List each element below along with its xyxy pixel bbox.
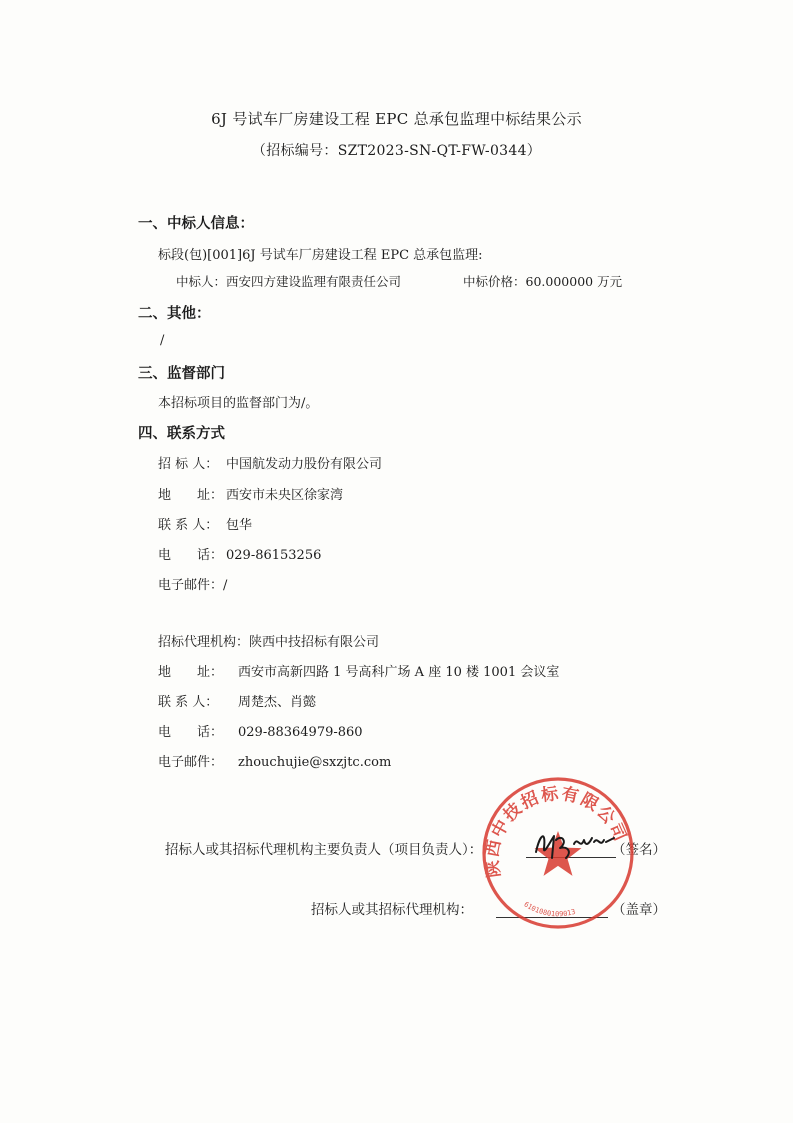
tenderer-email-value: / bbox=[223, 578, 228, 593]
section4-heading: 四、联系方式 bbox=[138, 426, 225, 442]
section3-content: 本招标项目的监督部门为/。 bbox=[158, 396, 319, 411]
agency-email-label: 电子邮件： bbox=[158, 755, 224, 770]
winner-row bbox=[176, 272, 401, 290]
agency-address-label: 地 址： bbox=[158, 665, 224, 680]
price-value: 60.000000 万元 bbox=[525, 274, 623, 289]
winner-value: 西安四方建设监理有限责任公司 bbox=[226, 274, 402, 289]
signature-line-label: 招标人或其招标代理机构主要负责人（项目负责人）： bbox=[165, 842, 483, 858]
section1-heading: 一、中标人信息： bbox=[138, 216, 254, 232]
agency-contact-label: 联 系 人： bbox=[158, 695, 219, 710]
tenderer-email-label: 电子邮件： bbox=[158, 578, 224, 593]
section2-heading: 二、其他： bbox=[138, 306, 211, 322]
price-label: 中标价格： bbox=[463, 274, 526, 289]
tenderer-email-row bbox=[158, 574, 227, 593]
tenderer-row bbox=[158, 453, 382, 472]
agency-value: 陕西中技招标有限公司 bbox=[249, 635, 380, 650]
tenderer-label: 招 标 人： bbox=[158, 457, 219, 472]
lot-description: 标段(包)[001]6J 号试车厂房建设工程 EPC 总承包监理: bbox=[158, 248, 483, 263]
agency-address-row bbox=[158, 661, 559, 680]
seal-text: 陕西中技招标有限公司 bbox=[482, 783, 631, 879]
tenderer-address-row bbox=[158, 484, 343, 503]
tender-number: （招标编号：SZT2023-SN-QT-FW-0344） bbox=[251, 143, 542, 159]
tenderer-phone-value: 029-86153256 bbox=[226, 548, 322, 563]
tenderer-value: 中国航发动力股份有限公司 bbox=[226, 457, 383, 472]
document-title: 6J 号试车厂房建设工程 EPC 总承包监理中标结果公示 bbox=[211, 110, 582, 128]
agency-phone-row bbox=[158, 721, 363, 740]
handwritten-signature bbox=[528, 822, 620, 866]
signature-suffix: （签名） bbox=[612, 842, 666, 858]
agency-row bbox=[158, 631, 379, 650]
seal-number: 6101080109013 bbox=[522, 900, 577, 919]
seal-line-label: 招标人或其招标代理机构： bbox=[311, 902, 473, 918]
agency-email-row bbox=[158, 751, 391, 770]
agency-label: 招标代理机构： bbox=[158, 635, 250, 650]
seal-suffix: （盖章） bbox=[612, 902, 666, 918]
tenderer-phone-label: 电 话： bbox=[158, 548, 224, 563]
agency-address-value: 西安市高新四路 1 号高科广场 A 座 10 楼 1001 会议室 bbox=[238, 665, 560, 680]
agency-contact-value: 周楚杰、肖懿 bbox=[238, 695, 317, 710]
tenderer-address-label: 地 址： bbox=[158, 488, 224, 503]
winner-label: 中标人： bbox=[176, 274, 227, 289]
section2-content: / bbox=[160, 333, 165, 348]
tenderer-contact-row bbox=[158, 514, 252, 533]
agency-email-value: zhouchujie@sxzjtc.com bbox=[238, 755, 392, 770]
agency-contact-row bbox=[158, 691, 316, 710]
agency-phone-value: 029-88364979-860 bbox=[238, 725, 363, 740]
agency-phone-label: 电 话： bbox=[158, 725, 224, 740]
tenderer-contact-label: 联 系 人： bbox=[158, 518, 219, 533]
tenderer-address-value: 西安市未央区徐家湾 bbox=[226, 488, 344, 503]
section3-heading: 三、监督部门 bbox=[138, 366, 225, 382]
price-row bbox=[463, 272, 622, 290]
tenderer-phone-row bbox=[158, 544, 321, 563]
tenderer-contact-value: 包华 bbox=[226, 518, 253, 533]
